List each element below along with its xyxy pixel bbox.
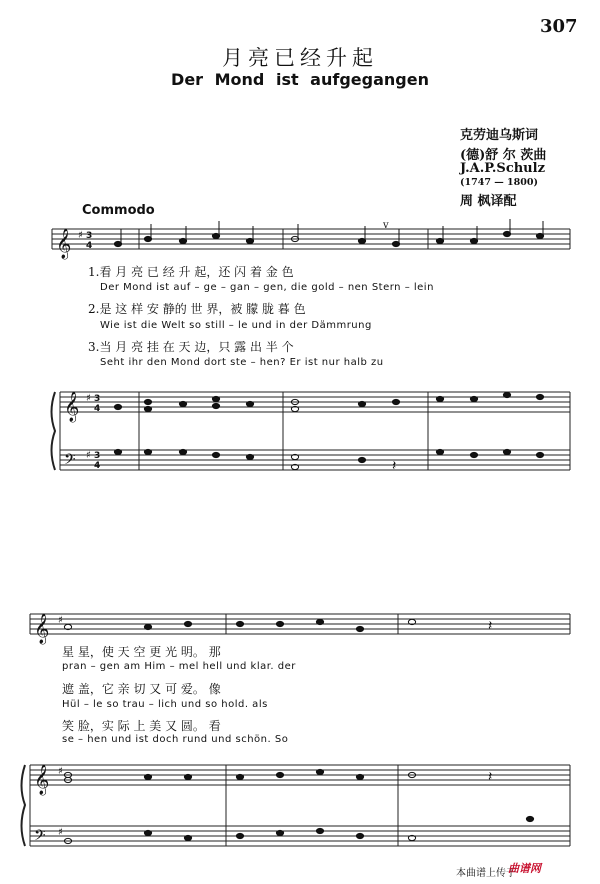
footer-upload-note: 本曲谱上传于 bbox=[456, 868, 516, 879]
translator-credit: 周 枫译配 bbox=[460, 194, 517, 209]
lyric-verse1-zh: 1.看 月 亮 已 经 升 起，还 闪 着 金 色 bbox=[88, 265, 294, 279]
svg-text:𝄽: 𝄽 bbox=[488, 769, 493, 785]
composer-credit-latin: J.A.P.Schulz bbox=[460, 161, 545, 176]
svg-text:4: 4 bbox=[86, 241, 93, 251]
svg-text:3: 3 bbox=[94, 394, 101, 404]
piano-treble-staff-1 bbox=[60, 392, 570, 470]
song-title-german: Der Mond ist aufgegangen bbox=[171, 70, 429, 89]
svg-text:3: 3 bbox=[86, 231, 93, 241]
lyric2-verse3-zh: 笑 脸，实 际 上 美 又 圆。 看 bbox=[62, 719, 221, 733]
svg-text:𝄽: 𝄽 bbox=[392, 458, 397, 474]
svg-text:𝄢: 𝄢 bbox=[64, 451, 76, 472]
lyric-verse2-de: Wie ist die Welt so still – le und in der Dämmrung bbox=[100, 320, 372, 331]
lyricist-credit: 克劳迪乌斯词 bbox=[460, 128, 539, 143]
svg-text:𝄞: 𝄞 bbox=[34, 614, 50, 644]
svg-text:v: v bbox=[383, 220, 389, 231]
svg-text:4: 4 bbox=[94, 404, 101, 414]
lyric-verse1-de: Der Mond ist auf – ge – gan – gen, die gold – nen Stern – lein bbox=[100, 282, 434, 293]
footer-site-logo[interactable]: 曲谱网 bbox=[508, 862, 541, 875]
svg-text:4: 4 bbox=[94, 461, 101, 471]
song-title-chinese: 月亮已经升起 bbox=[222, 46, 378, 70]
lyric2-verse3-de: se – hen und ist doch rund und schön. So bbox=[62, 734, 289, 745]
lyric2-verse2-de: Hül – le so trau – lich und so hold. als bbox=[62, 699, 268, 710]
lyric2-verse1-de: pran – gen am Him – mel hell und klar. der bbox=[62, 661, 296, 672]
svg-text:♯: ♯ bbox=[58, 827, 63, 838]
svg-text:♯: ♯ bbox=[58, 766, 63, 777]
svg-text:𝄞: 𝄞 bbox=[64, 392, 80, 422]
svg-text:♯: ♯ bbox=[86, 450, 91, 461]
page-number: 307 bbox=[540, 16, 578, 37]
svg-text:♯: ♯ bbox=[58, 615, 63, 626]
lyric-verse2-zh: 2.是 这 样 安 静的 世 界，被 朦 胧 暮 色 bbox=[88, 302, 306, 316]
lyric-verse3-zh: 3.当 月 亮 挂 在 天 边，只 露 出 半 个 bbox=[88, 340, 294, 354]
svg-text:♯: ♯ bbox=[78, 230, 83, 241]
svg-text:𝄢: 𝄢 bbox=[34, 827, 46, 848]
svg-text:𝄞: 𝄞 bbox=[56, 229, 72, 259]
composer-years: (1747 — 1800) bbox=[460, 177, 538, 188]
lyric-verse3-de: Seht ihr den Mond dort ste – hen? Er ist nur halb zu bbox=[100, 357, 384, 368]
composer-credit-chinese: (德)舒 尔 茨曲 bbox=[460, 148, 547, 163]
svg-text:𝄞: 𝄞 bbox=[34, 765, 50, 795]
tempo-marking: Commodo bbox=[82, 203, 155, 218]
piano-bass-staff-1 bbox=[60, 392, 570, 470]
lyric2-verse2-zh: 遮 盖，它 亲 切 又 可 爱。 像 bbox=[62, 682, 221, 696]
svg-text:3: 3 bbox=[94, 451, 101, 461]
lyric2-verse1-zh: 星 星，使 天 空 更 光 明。 那 bbox=[62, 645, 221, 659]
svg-text:♯: ♯ bbox=[86, 393, 91, 404]
vocal-staff-1 bbox=[52, 229, 570, 249]
svg-text:𝄽: 𝄽 bbox=[488, 618, 493, 634]
